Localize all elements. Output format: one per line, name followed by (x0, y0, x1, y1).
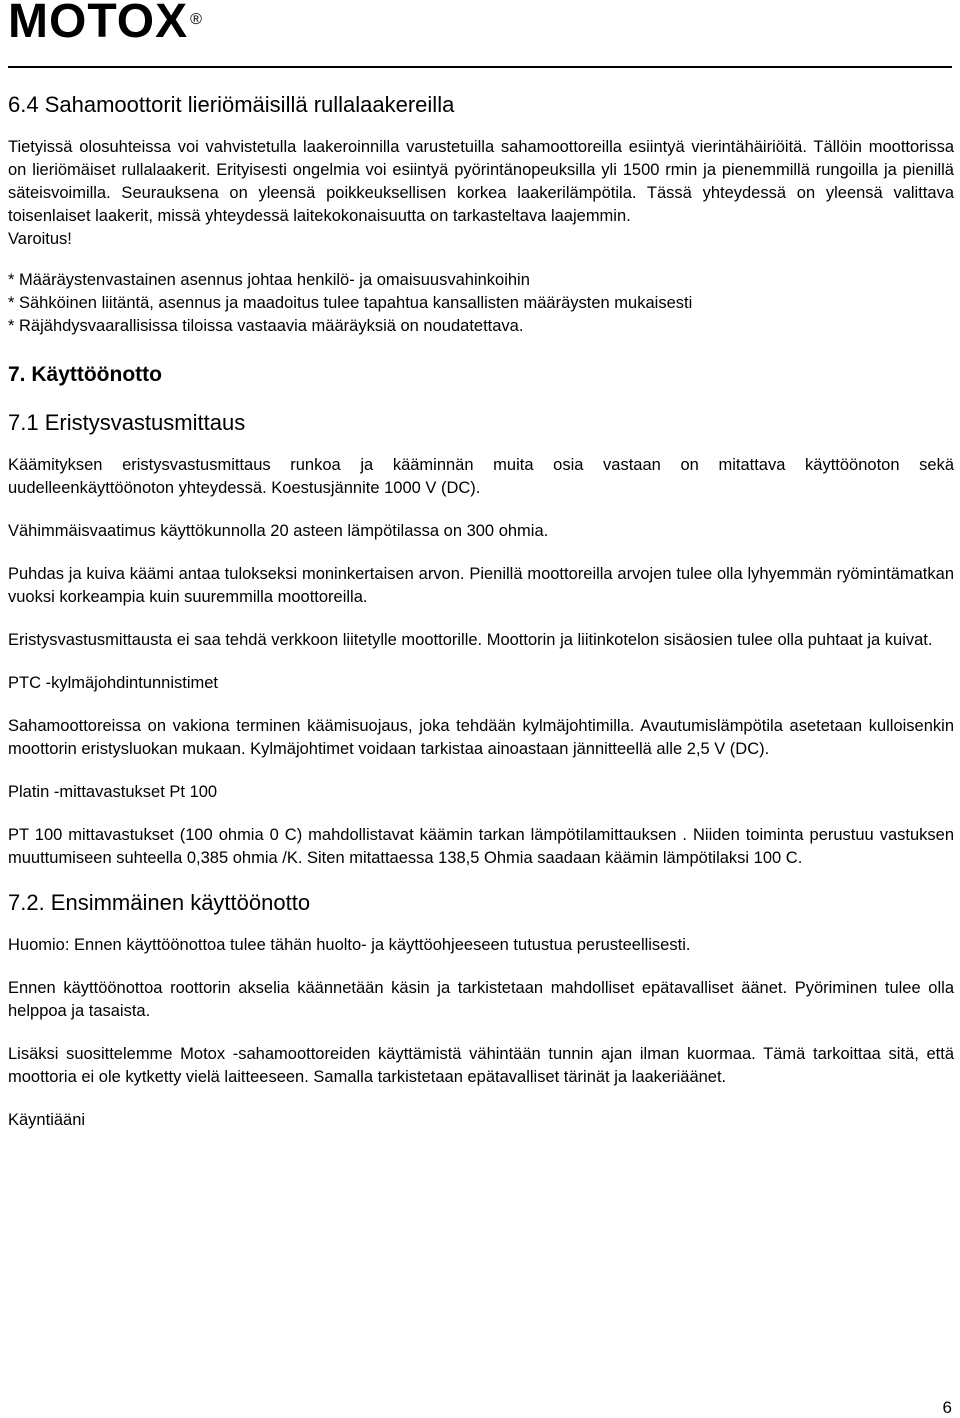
section-7-1-paragraph: Käämityksen eristysvastusmittaus runkoa ja kääminnän muita osia vastaan on mitattava käyttöönoton sekä uudelleenkäyttöönoton yhteydessä. Koestusjännite 1000 V (DC). (8, 456, 954, 497)
section-7-1-paragraph: Eristysvastusmittausta ei saa tehdä verkkoon liitetylle moottorille. Moottorin ja liitinkotelon sisäosien tulee olla puhtaat ja kuivat. (8, 631, 933, 649)
warning-bullet: * Sähköinen liitäntä, asennus ja maadoitus tulee tapahtua kansallisten määräysten mukaisesti (8, 294, 693, 312)
motox-logo: MOTOX ® (8, 0, 203, 48)
section-7-1-title: 7.1 Eristysvastusmittaus (8, 410, 246, 435)
section-7-2-title: 7.2. Ensimmäinen käyttöönotto (8, 890, 311, 915)
section-7-1-paragraph: Puhdas ja kuiva käämi antaa tulokseksi moninkertaisen arvon. Pienillä moottoreilla arvojen tulee olla lyhyemmän ryömintämatkan vuoksi korkeampia kuin suuremmilla moottoreilla. (8, 565, 954, 606)
pt100-title: Platin -mittavastukset Pt 100 (8, 783, 218, 801)
section-7-2-paragraph: Ennen käyttöönottoa roottorin akselia käännetään käsin ja tarkistetaan mahdolliset epätavalliset äänet. Pyöriminen tulee olla helppoa ja tasaista. (8, 979, 954, 1020)
document-body (8, 90, 954, 1132)
section-7-1-paragraph: Vähimmäisvaatimus käyttökunnolla 20 asteen lämpötilassa on 300 ohmia. (8, 522, 549, 540)
warning-bullet: * Määräystenvastainen asennus johtaa henkilö- ja omaisuusvahinkoihin (8, 271, 530, 289)
section-6-4-title: 6.4 Sahamoottorit lieriömäisillä rullalaakereilla (8, 92, 455, 117)
warning-label: Varoitus! (8, 230, 72, 248)
registered-mark: ® (190, 11, 203, 28)
header-divider (8, 66, 952, 68)
ptc-title: PTC -kylmäjohdintunnistimet (8, 674, 218, 692)
section-7-2-paragraph: Huomio: Ennen käyttöönottoa tulee tähän huolto- ja käyttöohjeeseen tutustua perusteellisesti. (8, 936, 691, 954)
ptc-paragraph: Sahamoottoreissa on vakiona terminen käämisuojaus, joka tehdään kylmäjohtimilla. Avautumislämpötila asetetaan kulloisenkin moottorin eristysluokan mukaan. Kylmäjohtimet voidaan tarkistaa ainoastaan jännitteellä alle 2,5 V (DC). (8, 717, 954, 758)
warning-bullet: * Räjähdysvaarallisissa tiloissa vastaavia määräyksiä on noudatettava. (8, 317, 524, 335)
section-7-title: 7. Käyttöönotto (8, 363, 162, 386)
section-7-2-paragraph: Lisäksi suosittelemme Motox -sahamoottoreiden käyttämistä vähintään tunnin ajan ilman kuormaa. Tämä tarkoittaa sitä, että moottoria ei ole kytketty vielä laitteeseen. Samalla tarkistetaan epätavalliset tärinät ja laakeriäänet. (8, 1045, 954, 1086)
pt100-paragraph: PT 100 mittavastukset (100 ohmia 0 C) mahdollistavat käämin tarkan lämpötilamittauksen . Niiden toiminta perustuu vastuksen muuttumiseen suhteella 0,385 ohmia /K. Siten mitattaessa 138,5 Ohmia saadaan käämin lämpötilaksi 100 C. (8, 826, 954, 867)
page-number: 6 (942, 1398, 952, 1417)
section-6-4-paragraph: Tietyissä olosuhteissa voi vahvistetulla laakeroinnilla varustetuilla sahamoottoreilla esiintyä vierintähäiriöitä. Tällöin moottorissa on lieriömäiset rullalaakerit. Erityisesti ongelmia voi esiintyä pyörintänopeuksilla yli 1500 rmin ja pienemmillä rungoilla ja pienillä säteisvoimilla. Seurauksena on yleensä poikkeuksellisen korkea laakerilämpötila. Tässä yhteydessä on yleensä valittava toisenlaiset laakerit, missä yhteydessä laitekokonaisuutta on tarkasteltava laajemmin. (8, 138, 954, 225)
running-noise-heading: Käyntiääni (8, 1111, 86, 1129)
